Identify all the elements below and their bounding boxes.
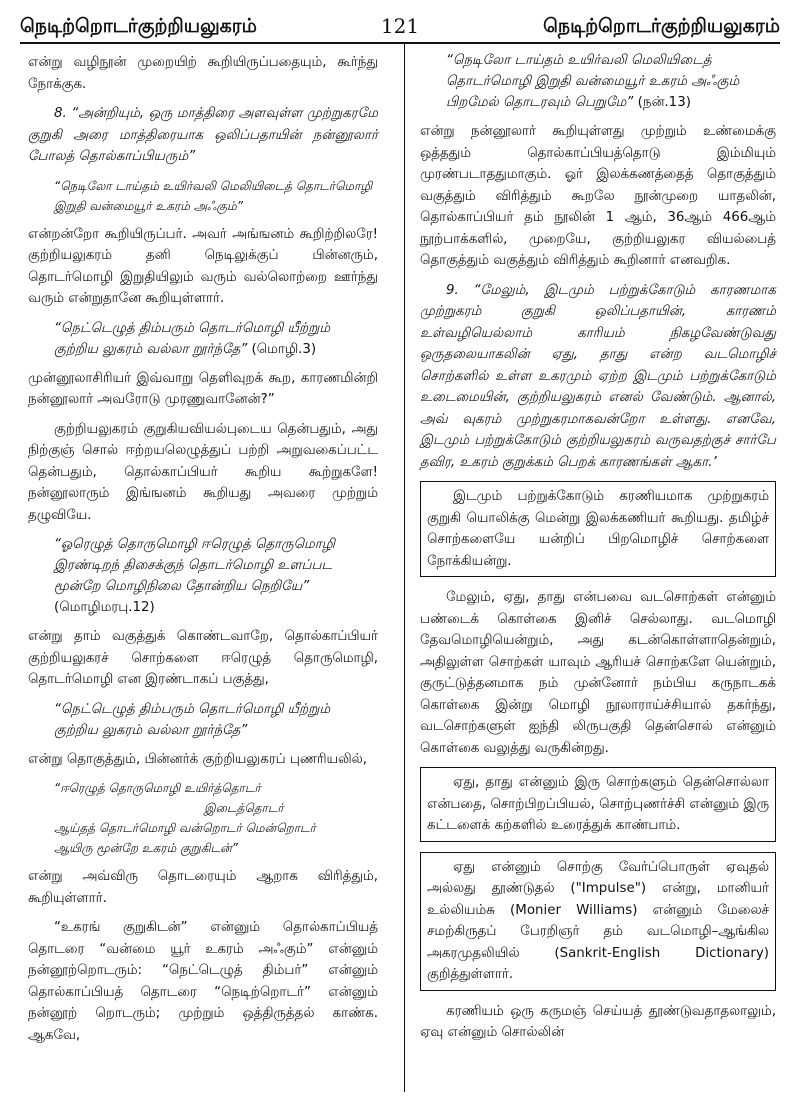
paragraph: இடமும் பற்றுக்கோடும் கரணியமாக முற்றுகரம் குறுகி யொலிக்கு மென்று இலக்கணியர் கூறியது. தமிழ்ச் சொற்களையே யன்றிப் பிறமொழிச் சொற்களை நோக்கியன்று. — [427, 489, 769, 569]
paragraph: 8. “அன்றியும், ஒரு மாத்திரை அளவுள்ள முற்றுகரமே குறுகி அரை மாத்திரையாக ஒலிப்பதாயின் நன்னூலார் போலத் தொல்காப்பியரும்” — [28, 106, 378, 164]
paragraph: என்று தாம் வகுத்துக் கொண்டவாறே, தொல்காப்பியர் குற்றியலுகரச் சொற்களை ஈரெழுத் தொருமொழி, தொடர்மொழி என இரண்டாகப் பகுத்து, — [28, 629, 378, 687]
column-divider — [404, 44, 405, 1092]
left-column — [28, 52, 378, 1054]
running-title-right: நெடிற்றொடர்குற்றியலுகரம் — [543, 15, 780, 37]
verse-text: “நெடிலோ டாய்தம் உயிர்வலி மெலியிடைத் தொடர்மொழி இறுதி வன்மையூர் உகரம் அஃகும் பிறமேல் தொடரவும் பெறுமே” — [446, 53, 740, 110]
verse-text: “நெடிலோ டாய்தம் உயிர்வலி மெலியிடைத் தொடர்மொழி இறுதி வன்மையூர் உகரம் அஃகும்” — [54, 178, 373, 213]
verse-quote — [54, 534, 378, 618]
paragraph: என்று நன்னூலார் கூறியுள்ளது முற்றும் உண்மைக்கு ஒத்ததும் தொல்காப்பியத்தொடு இம்மியும் முரண்படாததுமாகும். ஓர் இலக்கணத்தைத் தொகுத்தும் வகுத்தும் விரித்தும் கூறலே நூன்முறை யாதலின், தொல்காப்பியர் தம் நூலின் 1 ஆம், 36ஆம் 466ஆம் நூற்பாக்களில், முறையே, குற்றியலுகர வியல்பைத் தொகுத்தும் வகுத்தும் விரித்தும் கூறினார் எனவறிக. — [420, 124, 776, 268]
boxed-paragraph — [420, 767, 776, 842]
paragraph: கரணியம் ஒரு கருமஞ் செய்யத் தூண்டுவதாதலாலும், ஏவு என்னும் சொல்லின் — [420, 1003, 776, 1040]
verse-line: “ஈரெழுத் தொருமொழி உயிர்த்தொடர் — [54, 781, 261, 795]
verse-source: (மொழி.3) — [251, 341, 317, 357]
verse-line: ஆய்தத் தொடர்மொழி வன்றொடர் மென்றொடர் — [54, 821, 316, 835]
paragraph: குற்றியலுகரம் குறுகியவியல்புடைய தென்பதும், அது நிற்குஞ் சொல் ஈற்றயலெழுத்துப் பற்றி அறுவகைப்பட்ட தென்பதும், தொல்காப்பியர் கூறிய கூற்றுகளே! நன்னூலாரும் இங்ஙனம் கூறியது அவரை முற்றும் தழுவியே. — [28, 421, 378, 523]
paragraph: “உகரங் குறுகிடன்” என்னும் தொல்காப்பியத் தொடரை “வன்மை யூர் உகரம் அஃகும்” என்னும் நன்னூற்றொடரும்: “நெட்டெழுத் திம்பர்” என்னும் தொல்காப்பியத் தொடரை “நெடிற்றொடர்” என்னும் நன்னூற் றொடரும்; முற்றும் ஒத்திருத்தல் காண்க. ஆகவே, — [28, 920, 378, 1043]
right-column — [420, 52, 776, 1052]
running-title-left: நெடிற்றொடர்குற்றியலுகரம் — [20, 15, 257, 37]
paragraph: முன்னூலாசிரியர் இவ்வாறு தெளிவுறக் கூற, காரணமின்றி நன்னூலார் அவரோடு முரணுவானேன்?” — [28, 370, 378, 407]
paragraph: என்றன்றோ கூறியிருப்பர். அவர் அங்ஙனம் கூறிற்றிலரே! குற்றியலுகரம் தனி நெடிலுக்குப் பின்னரும், தொடர்மொழி இறுதியிலும் வரும் வல்லொற்றை ஊர்ந்து வரும் என்றுதானே கூறியுள்ளார். — [28, 226, 378, 306]
paragraph: என்று அவ்விரு தொடரையும் ஆறாக விரித்தும், கூறியுள்ளார். — [28, 869, 378, 906]
verse-text: “நெட்டெழுத் திம்பரும் தொடர்மொழி யீற்றும் குற்றிய லுகரம் வல்லா றூர்ந்தே” — [54, 320, 331, 357]
paragraph: ஏது என்னும் சொற்கு வேர்ப்பொருள் ஏவுதல் அல்லது தூண்டுதல் ("Impulse") என்று, மானியர் உல்லியம்சு (Monier Williams) என்னும் மேலைச் சமற்கிருதப் பேரறிஞர் தம் வடமொழி–ஆங்கில அகரமுதலியில் (Sankrit-English Dictionary) குறித்துள்ளார். — [427, 859, 769, 982]
paragraph: என்று தொகுத்தும், பின்னர்க் குற்றியலுகரப் புணரியலில், — [28, 751, 368, 767]
paragraph: ஏது, தாது என்னும் இரு சொற்களும் தென்சொல்லா என்பதை, சொற்பிறப்பியல், சொற்புணர்ச்சி என்னும் இரு கட்டளைக் கற்களில் உரைத்துக் காண்பாம். — [427, 775, 769, 833]
verse-source: (மொழிமரபு.12) — [54, 600, 155, 615]
page-number: 121 — [380, 14, 420, 38]
verse-quote — [54, 699, 378, 741]
verse-quote — [54, 778, 378, 858]
boxed-paragraph — [420, 852, 776, 991]
boxed-paragraph — [420, 481, 776, 577]
paragraph: மேலும், ஏது, தாது என்பவை வடசொற்கள் என்னும் பண்டைக் கொள்கை இனிச் செல்லாது. வடமொழி தேவமொழியென்றும், அது கடன்கொள்ளாதென்றும், அதிலுள்ள சொற்கள் யாவும் ஆரியச் சொற்களே யென்றும், குருட்டுத்தனமாக நம் முன்னோர் நம்பிய கருநாடகக் கொள்கை இன்று மொழி நூலாராய்ச்சியால் தகர்ந்து, வடசொற்களுள் ஐந்தி லிருபகுதி தென்சொல் என்னும் கொள்கை வலுத்து வருகின்றது. — [420, 590, 776, 756]
verse-quote — [54, 318, 378, 360]
paragraph: என்று வழிநூன் முறையிற் கூறியிருப்பதையும், கூர்ந்து நோக்குக. — [28, 55, 378, 92]
page-header — [20, 8, 780, 44]
verse-source: (நன்.13) — [637, 95, 691, 110]
verse-quote — [446, 50, 776, 113]
verse-text: “நெட்டெழுத் திம்பரும் தொடர்மொழி யீற்றும் குற்றிய லுகரம் வல்லா றூர்ந்தே” — [54, 701, 331, 738]
paragraph: 9. “மேலும், இடமும் பற்றுக்கோடும் காரணமாக முற்றுகரம் குறுகி ஒலிப்பதாயின், காரணம் உள்வழியெல்லாம் காரியம் நிகழவேண்டுவது ஒருதலையாகலின் ஏது, தாது என்ற வடமொழிச் சொற்களில் உள்ள உகரமும் ஏற்ற இடமும் பற்றுக்கோடும் உடைமையின், குற்றியலுகரம் எனல் வேண்டும். ஆனால், அவ் வுகரம் முற்றுகரமாகவன்றோ உள்ளது. எனவே, இடமும் பற்றுக்கோடும் குற்றியலுகரம் வருவதற்குச் சார்பே தவிர, உகரம் குறுக்கம் பெறக் காரணங்கள் ஆகா.’ — [420, 282, 776, 470]
verse-quote — [54, 176, 378, 216]
verse-text: “ஓரெழுத் தொருமொழி ஈரெழுத் தொருமொழி இரண்டிறந் திசைக்குந் தொடர்மொழி உளப்பட மூன்றே மொழிநிலை தோன்றிய நெறியே” — [54, 537, 335, 594]
verse-line: ஆயிரு மூன்றே உகரம் குறுகிடன்” — [54, 841, 238, 855]
verse-line: இடைத்தொடர் — [204, 801, 284, 815]
